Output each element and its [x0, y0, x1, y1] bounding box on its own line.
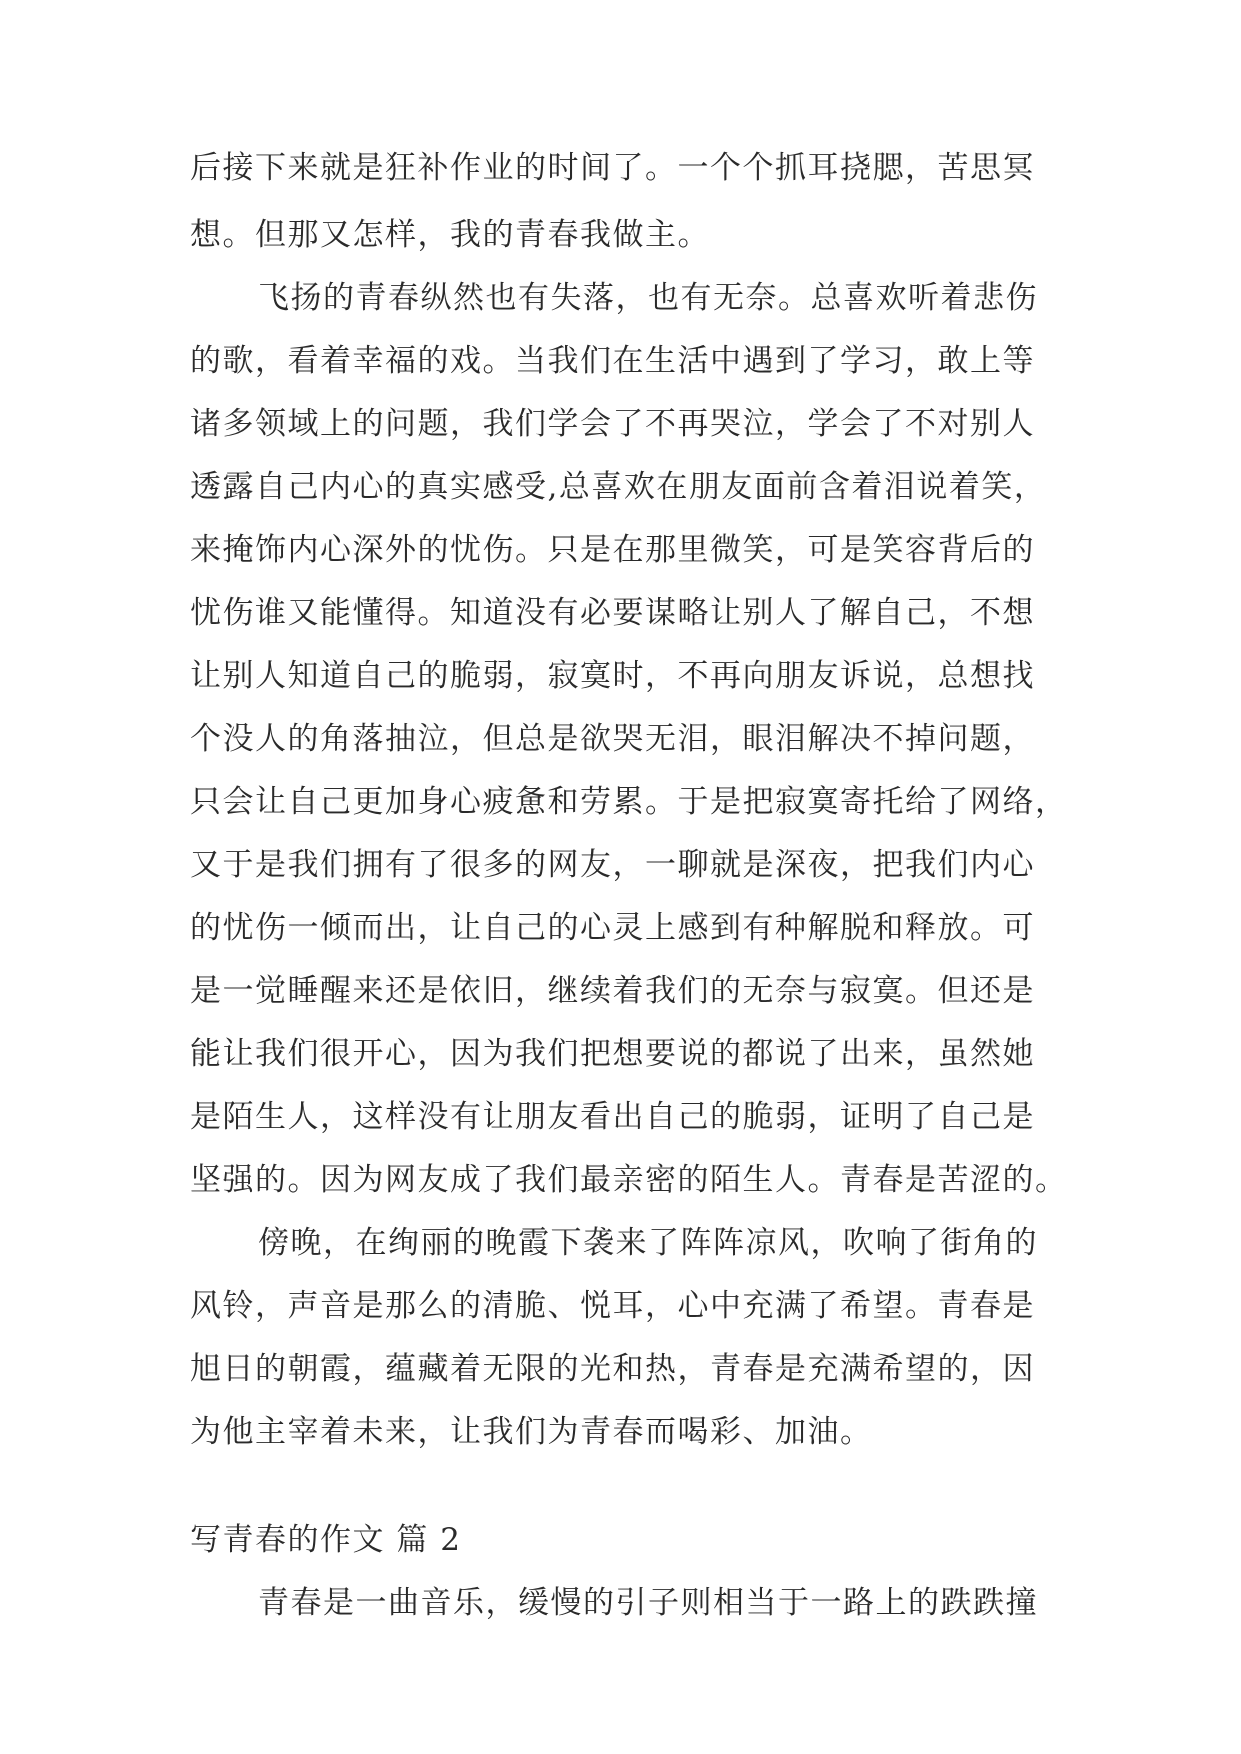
text-line: 后接下来就是狂补作业的时间了。一个个抓耳挠腮，苦思冥	[190, 150, 1035, 186]
text-line: 的歌，看着幸福的戏。当我们在生活中遇到了学习，敢上等	[190, 343, 1035, 379]
text-line: 只会让自己更加身心疲惫和劳累。于是把寂寞寄托给了网络，	[190, 784, 1068, 820]
text-line: 个没人的角落抽泣，但总是欲哭无泪，眼泪解决不掉问题，	[190, 721, 1035, 757]
text-line: 旭日的朝霞，蕴藏着无限的光和热，青春是充满希望的，因	[190, 1351, 1035, 1387]
text-line: 风铃，声音是那么的清脆、悦耳，心中充满了希望。青春是	[190, 1288, 1035, 1324]
text-line: 坚强的。因为网友成了我们最亲密的陌生人。青春是苦涩的。	[190, 1162, 1068, 1198]
section-heading: 写青春的作文 篇 2	[190, 1522, 462, 1558]
paragraph-start-line: 傍晚，在绚丽的晚霞下袭来了阵阵凉风，吹响了街角的	[258, 1225, 1038, 1261]
text-line: 能让我们很开心，因为我们把想要说的都说了出来，虽然她	[190, 1036, 1035, 1072]
text-line: 是陌生人，这样没有让朋友看出自己的脆弱，证明了自己是	[190, 1099, 1035, 1135]
text-line: 让别人知道自己的脆弱，寂寞时，不再向朋友诉说，总想找	[190, 658, 1035, 694]
text-line: 为他主宰着未来，让我们为青春而喝彩、加油。	[190, 1414, 873, 1450]
text-line: 忧伤谁又能懂得。知道没有必要谋略让别人了解自己，不想	[190, 595, 1035, 631]
text-line: 来掩饰内心深外的忧伤。只是在那里微笑，可是笑容背后的	[190, 532, 1035, 568]
text-line: 透露自己内心的真实感受,总喜欢在朋友面前含着泪说着笑，	[190, 469, 1047, 505]
paragraph-start-line: 飞扬的青春纵然也有失落，也有无奈。总喜欢听着悲伤	[258, 280, 1038, 316]
paragraph-start-line: 青春是一曲音乐，缓慢的引子则相当于一路上的跌跌撞	[258, 1585, 1038, 1621]
text-line: 的忧伤一倾而出，让自己的心灵上感到有种解脱和释放。可	[190, 910, 1035, 946]
text-line: 是一觉睡醒来还是依旧，继续着我们的无奈与寂寞。但还是	[190, 973, 1035, 1009]
text-line: 又于是我们拥有了很多的网友，一聊就是深夜，把我们内心	[190, 847, 1035, 883]
text-line: 诸多领域上的问题，我们学会了不再哭泣，学会了不对别人	[190, 406, 1035, 442]
text-line: 想。但那又怎样，我的青春我做主。	[190, 217, 710, 253]
